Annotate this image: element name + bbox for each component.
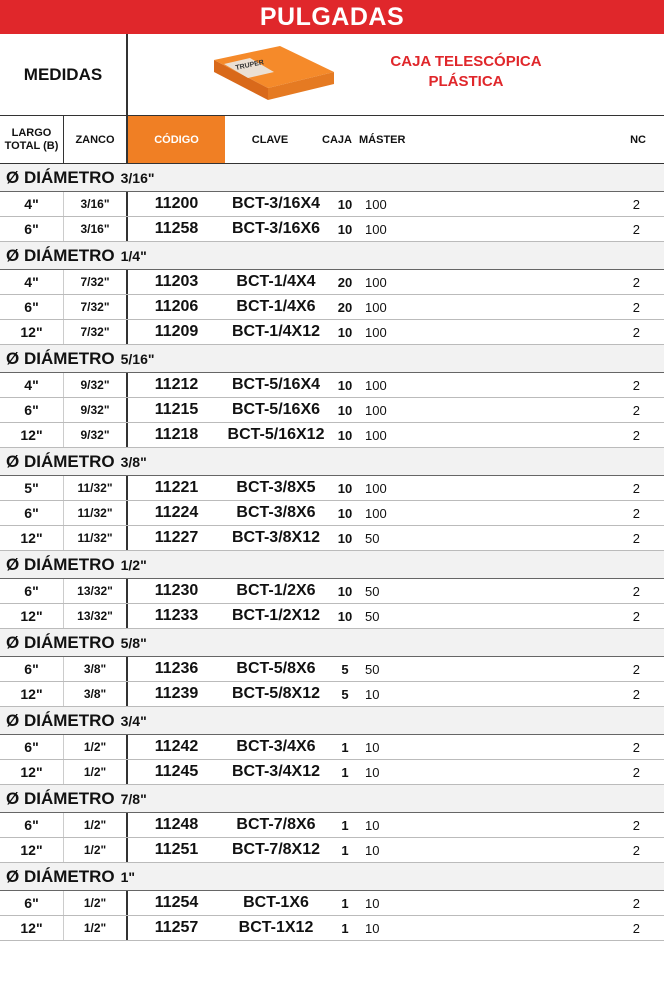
product-label-line2: PLÁSTICA bbox=[428, 73, 504, 90]
table-row bbox=[0, 813, 664, 838]
table-row bbox=[0, 320, 664, 345]
cell-codigo: 11251 bbox=[154, 841, 199, 858]
cell-zanco: 7/32" bbox=[64, 295, 128, 319]
table-row bbox=[0, 423, 664, 448]
cell-zanco: 3/8" bbox=[64, 682, 128, 706]
col-master: MÁSTER bbox=[359, 133, 406, 146]
cell-zanco: 9/32" bbox=[64, 373, 128, 397]
cell-zanco: 9/32" bbox=[64, 423, 128, 447]
diameter-group-header bbox=[0, 448, 664, 476]
cell-largo: 6" bbox=[0, 657, 64, 681]
diameter-size: 5/16" bbox=[120, 350, 155, 367]
cell-largo: 4" bbox=[0, 373, 64, 397]
cell-zanco: 7/32" bbox=[64, 320, 128, 344]
cell-clave: BCT-5/8X12 bbox=[231, 685, 321, 702]
cell-caja: 1 bbox=[341, 817, 349, 833]
diameter-group-header bbox=[0, 785, 664, 813]
cell-master: 10 bbox=[365, 842, 380, 858]
table-row bbox=[0, 501, 664, 526]
cell-nc: 2 bbox=[632, 480, 640, 496]
cell-nc: 2 bbox=[632, 505, 640, 521]
cell-nc: 2 bbox=[632, 608, 640, 624]
cell-zanco: 1/2" bbox=[64, 916, 128, 940]
cell-nc: 2 bbox=[632, 895, 640, 911]
cell-caja: 10 bbox=[337, 427, 353, 443]
cell-largo: 6" bbox=[0, 398, 64, 422]
cell-master: 50 bbox=[365, 583, 380, 599]
diameter-size: 1" bbox=[120, 868, 136, 885]
cell-codigo: 11236 bbox=[154, 660, 199, 677]
cell-codigo: 11258 bbox=[154, 220, 199, 237]
cell-master: 10 bbox=[365, 764, 380, 780]
cell-master: 10 bbox=[365, 920, 380, 936]
cell-master: 100 bbox=[365, 221, 387, 237]
cell-nc: 2 bbox=[632, 817, 640, 833]
cell-master: 100 bbox=[365, 324, 387, 340]
cell-largo: 6" bbox=[0, 891, 64, 915]
diameter-size: 3/16" bbox=[120, 169, 155, 186]
cell-nc: 2 bbox=[632, 764, 640, 780]
cell-nc: 2 bbox=[632, 221, 640, 237]
cell-zanco: 11/32" bbox=[64, 476, 128, 500]
cell-clave: BCT-1/2X6 bbox=[236, 582, 316, 599]
cell-largo: 12" bbox=[0, 682, 64, 706]
cell-clave: BCT-7/8X12 bbox=[231, 841, 321, 858]
diameter-size: 3/8" bbox=[120, 453, 147, 470]
diameter-size: 5/8" bbox=[120, 634, 147, 651]
cell-caja: 10 bbox=[337, 377, 353, 393]
cell-codigo: 11221 bbox=[154, 479, 199, 496]
cell-clave: BCT-3/8X6 bbox=[236, 504, 316, 521]
box-brand-text: TRUPER bbox=[234, 59, 265, 72]
cell-largo: 12" bbox=[0, 320, 64, 344]
cell-master: 50 bbox=[365, 608, 380, 624]
table-row bbox=[0, 295, 664, 320]
table-row bbox=[0, 398, 664, 423]
diameter-size: 1/4" bbox=[120, 247, 147, 264]
cell-nc: 2 bbox=[632, 196, 640, 212]
cell-master: 100 bbox=[365, 402, 387, 418]
cell-largo: 12" bbox=[0, 526, 64, 550]
cell-codigo: 11230 bbox=[154, 582, 199, 599]
cell-largo: 12" bbox=[0, 423, 64, 447]
cell-largo: 12" bbox=[0, 916, 64, 940]
cell-largo: 12" bbox=[0, 838, 64, 862]
table-row bbox=[0, 526, 664, 551]
table-row bbox=[0, 735, 664, 760]
diameter-label: Ø DIÁMETRO bbox=[6, 167, 115, 187]
cell-caja: 10 bbox=[337, 324, 353, 340]
cell-caja: 1 bbox=[341, 920, 349, 936]
table-row bbox=[0, 192, 664, 217]
product-label bbox=[366, 52, 566, 92]
cell-caja: 10 bbox=[337, 196, 353, 212]
cell-clave: BCT-5/16X4 bbox=[231, 376, 321, 393]
cell-zanco: 13/32" bbox=[64, 604, 128, 628]
cell-zanco: 1/2" bbox=[64, 891, 128, 915]
cell-master: 10 bbox=[365, 739, 380, 755]
cell-nc: 2 bbox=[632, 530, 640, 546]
cell-clave: BCT-3/8X5 bbox=[236, 479, 316, 496]
cell-nc: 2 bbox=[632, 842, 640, 858]
diameter-label: Ø DIÁMETRO bbox=[6, 554, 115, 574]
cell-nc: 2 bbox=[632, 377, 640, 393]
cell-largo: 5" bbox=[0, 476, 64, 500]
cell-codigo: 11227 bbox=[154, 529, 199, 546]
cell-caja: 1 bbox=[341, 842, 349, 858]
cell-caja: 20 bbox=[337, 274, 353, 290]
table-row bbox=[0, 657, 664, 682]
product-header bbox=[128, 34, 664, 115]
cell-codigo: 11242 bbox=[154, 738, 199, 755]
cell-largo: 12" bbox=[0, 760, 64, 784]
cell-clave: BCT-3/8X12 bbox=[231, 529, 321, 546]
cell-nc: 2 bbox=[632, 274, 640, 290]
diameter-label: Ø DIÁMETRO bbox=[6, 451, 115, 471]
cell-clave: BCT-5/8X6 bbox=[236, 660, 316, 677]
cell-clave: BCT-1/4X6 bbox=[236, 298, 316, 315]
cell-clave: BCT-1/2X12 bbox=[231, 607, 321, 624]
cell-caja: 1 bbox=[341, 764, 349, 780]
table-row bbox=[0, 270, 664, 295]
cell-zanco: 1/2" bbox=[64, 735, 128, 759]
cell-clave: BCT-3/16X4 bbox=[231, 195, 321, 212]
diameter-size: 3/4" bbox=[120, 712, 147, 729]
page-title: PULGADAS bbox=[0, 0, 664, 34]
col-largo: LARGO TOTAL (B) bbox=[0, 116, 64, 163]
cell-codigo: 11254 bbox=[154, 894, 199, 911]
cell-caja: 10 bbox=[337, 402, 353, 418]
cell-caja: 20 bbox=[337, 299, 353, 315]
cell-nc: 2 bbox=[632, 427, 640, 443]
cell-master: 50 bbox=[365, 661, 380, 677]
cell-nc: 2 bbox=[632, 739, 640, 755]
table-row bbox=[0, 682, 664, 707]
cell-clave: BCT-5/16X6 bbox=[231, 401, 321, 418]
cell-zanco: 3/16" bbox=[64, 192, 128, 216]
cell-zanco: 3/16" bbox=[64, 217, 128, 241]
cell-largo: 6" bbox=[0, 735, 64, 759]
table-row bbox=[0, 891, 664, 916]
table-row bbox=[0, 476, 664, 501]
cell-zanco: 1/2" bbox=[64, 838, 128, 862]
table-row bbox=[0, 217, 664, 242]
cell-nc: 2 bbox=[632, 920, 640, 936]
diameter-group-header bbox=[0, 164, 664, 192]
cell-master: 100 bbox=[365, 377, 387, 393]
table-header-top bbox=[0, 34, 664, 116]
diameter-label: Ø DIÁMETRO bbox=[6, 788, 115, 808]
cell-master: 10 bbox=[365, 686, 380, 702]
cell-zanco: 11/32" bbox=[64, 526, 128, 550]
table-row bbox=[0, 760, 664, 785]
col-zanco: ZANCO bbox=[64, 116, 128, 163]
cell-largo: 6" bbox=[0, 813, 64, 837]
cell-nc: 2 bbox=[632, 402, 640, 418]
cell-zanco: 1/2" bbox=[64, 760, 128, 784]
cell-nc: 2 bbox=[632, 686, 640, 702]
table-row bbox=[0, 579, 664, 604]
cell-master: 50 bbox=[365, 530, 380, 546]
cell-codigo: 11239 bbox=[154, 685, 199, 702]
cell-zanco: 7/32" bbox=[64, 270, 128, 294]
cell-clave: BCT-7/8X6 bbox=[236, 816, 316, 833]
cell-master: 100 bbox=[365, 505, 387, 521]
cell-codigo: 11203 bbox=[154, 273, 199, 290]
diameter-group-header bbox=[0, 707, 664, 735]
cell-zanco: 13/32" bbox=[64, 579, 128, 603]
col-nc: NC bbox=[630, 133, 646, 146]
diameter-label: Ø DIÁMETRO bbox=[6, 632, 115, 652]
cell-caja: 10 bbox=[337, 583, 353, 599]
diameter-label: Ø DIÁMETRO bbox=[6, 866, 115, 886]
cell-nc: 2 bbox=[632, 661, 640, 677]
cell-largo: 4" bbox=[0, 192, 64, 216]
diameter-group-header bbox=[0, 629, 664, 657]
cell-codigo: 11233 bbox=[154, 607, 199, 624]
cell-largo: 6" bbox=[0, 295, 64, 319]
cell-clave: BCT-1/4X12 bbox=[231, 323, 321, 340]
diameter-group-header bbox=[0, 242, 664, 270]
cell-caja: 10 bbox=[337, 505, 353, 521]
cell-zanco: 3/8" bbox=[64, 657, 128, 681]
diameter-size: 7/8" bbox=[120, 790, 147, 807]
diameter-group-header bbox=[0, 863, 664, 891]
col-caja: CAJA bbox=[322, 133, 352, 146]
table-row bbox=[0, 916, 664, 941]
cell-clave: BCT-3/4X6 bbox=[236, 738, 316, 755]
cell-codigo: 11215 bbox=[154, 401, 199, 418]
cell-clave: BCT-1X12 bbox=[238, 919, 314, 936]
cell-largo: 4" bbox=[0, 270, 64, 294]
col-clave: CLAVE bbox=[251, 133, 289, 146]
diameter-group-header bbox=[0, 551, 664, 579]
cell-largo: 6" bbox=[0, 501, 64, 525]
cell-caja: 1 bbox=[341, 895, 349, 911]
cell-codigo: 11206 bbox=[154, 298, 199, 315]
cell-master: 100 bbox=[365, 274, 387, 290]
cell-caja: 1 bbox=[341, 739, 349, 755]
cell-clave: BCT-1/4X4 bbox=[236, 273, 316, 290]
cell-nc: 2 bbox=[632, 299, 640, 315]
diameter-label: Ø DIÁMETRO bbox=[6, 710, 115, 730]
cell-clave: BCT-5/16X12 bbox=[227, 426, 325, 443]
cell-nc: 2 bbox=[632, 583, 640, 599]
cell-master: 100 bbox=[365, 299, 387, 315]
cell-nc: 2 bbox=[632, 324, 640, 340]
cell-largo: 12" bbox=[0, 604, 64, 628]
cell-master: 100 bbox=[365, 480, 387, 496]
cell-codigo: 11257 bbox=[154, 919, 199, 936]
cell-master: 100 bbox=[365, 196, 387, 212]
cell-caja: 5 bbox=[341, 686, 349, 702]
cell-codigo: 11224 bbox=[154, 504, 199, 521]
column-headers bbox=[0, 116, 664, 164]
table-row bbox=[0, 838, 664, 863]
product-label-line1: CAJA TELESCÓPICA bbox=[390, 53, 542, 70]
cell-clave: BCT-1X6 bbox=[243, 894, 309, 911]
cell-codigo: 11248 bbox=[154, 816, 199, 833]
cell-clave: BCT-3/16X6 bbox=[231, 220, 321, 237]
telescopic-box-image bbox=[210, 42, 338, 104]
cell-zanco: 11/32" bbox=[64, 501, 128, 525]
cell-caja: 10 bbox=[337, 221, 353, 237]
cell-zanco: 1/2" bbox=[64, 813, 128, 837]
medidas-header: MEDIDAS bbox=[0, 34, 128, 115]
diameter-label: Ø DIÁMETRO bbox=[6, 245, 115, 265]
cell-master: 10 bbox=[365, 817, 380, 833]
cell-caja: 5 bbox=[341, 661, 349, 677]
diameter-size: 1/2" bbox=[120, 556, 147, 573]
cell-caja: 10 bbox=[337, 480, 353, 496]
table-row bbox=[0, 373, 664, 398]
cell-largo: 6" bbox=[0, 579, 64, 603]
table-body bbox=[0, 164, 664, 941]
table-row bbox=[0, 604, 664, 629]
cell-codigo: 11245 bbox=[154, 763, 199, 780]
cell-codigo: 11209 bbox=[154, 323, 199, 340]
cell-master: 10 bbox=[365, 895, 380, 911]
cell-codigo: 11212 bbox=[154, 376, 199, 393]
cell-codigo: 11200 bbox=[154, 195, 199, 212]
cell-largo: 6" bbox=[0, 217, 64, 241]
cell-caja: 10 bbox=[337, 530, 353, 546]
col-codigo: CÓDIGO bbox=[128, 116, 225, 163]
diameter-label: Ø DIÁMETRO bbox=[6, 348, 115, 368]
diameter-group-header bbox=[0, 345, 664, 373]
cell-clave: BCT-3/4X12 bbox=[231, 763, 321, 780]
cell-master: 100 bbox=[365, 427, 387, 443]
cell-zanco: 9/32" bbox=[64, 398, 128, 422]
cell-codigo: 11218 bbox=[154, 426, 199, 443]
cell-caja: 10 bbox=[337, 608, 353, 624]
